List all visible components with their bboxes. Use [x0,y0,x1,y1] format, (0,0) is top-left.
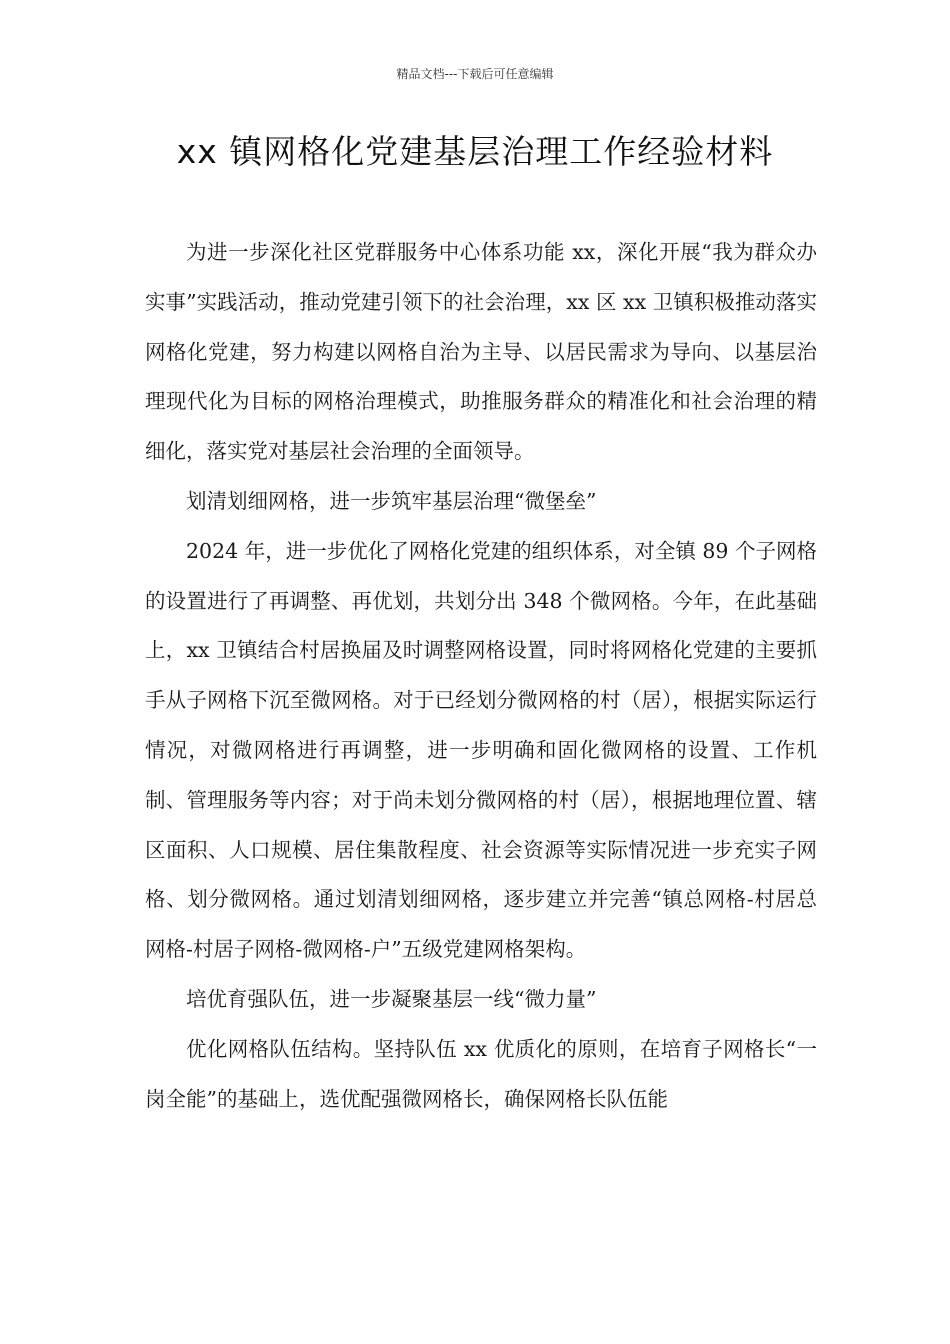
header-note: 精品文档---下载后可任意编辑 [396,67,554,81]
document-title: xx 镇网格化党建基层治理工作经验材料 [176,132,774,171]
body-paragraph-grid: 2024 年，进一步优化了网格化党建的组织体系，对全镇 89 个子网格的设置进行了再调整、再优划，共划分出 348 个微网格。今年，在此基础上，xx 卫镇结合村居换届及时调整网格设置，同时将网格化党建的主要抓手从子网格下沉至微网格。对于已经划分微网格的村（居），根据实际运行情况，对微网格进行再调整，进一步明确和固化微网格的设置、工作机制、管理服务等内容；对于尚未划分微网格的村（居），根据地理位置、辖区面积、人口规模、居住集散程度、社会资源等实际情况进一步充实子网格、划分微网格。通过划清划细网格，逐步建立并完善“镇总网格-村居总网格-村居子网格-微网格-户”五级党建网格架构。 [145,538,817,962]
body-paragraph-intro: 为进一步深化社区党群服务中心体系功能 xx，深化开展“我为群众办实事”实践活动，推动党建引领下的社会治理，xx 区 xx 卫镇积极推动落实网格化党建，努力构建以网格自治为主导、以居民需求为导向、以基层治理现代化为目标的网格治理模式，助推服务群众的精准化和社会治理的精细化，落实党对基层社会治理的全面领导。 [145,240,817,464]
body-paragraph-team: 优化网格队伍结构。坚持队伍 xx 优质化的原则，在培育子网格长“一岗全能”的基础上，选优配强微网格长，确保网格长队伍能 [145,1036,817,1111]
document-body [145,228,817,1124]
section-heading-team: 培优育强队伍，进一步凝聚基层一线“微力量” [186,986,597,1011]
section-heading-grid: 划清划细网格，进一步筑牢基层治理“微堡垒” [186,488,597,513]
